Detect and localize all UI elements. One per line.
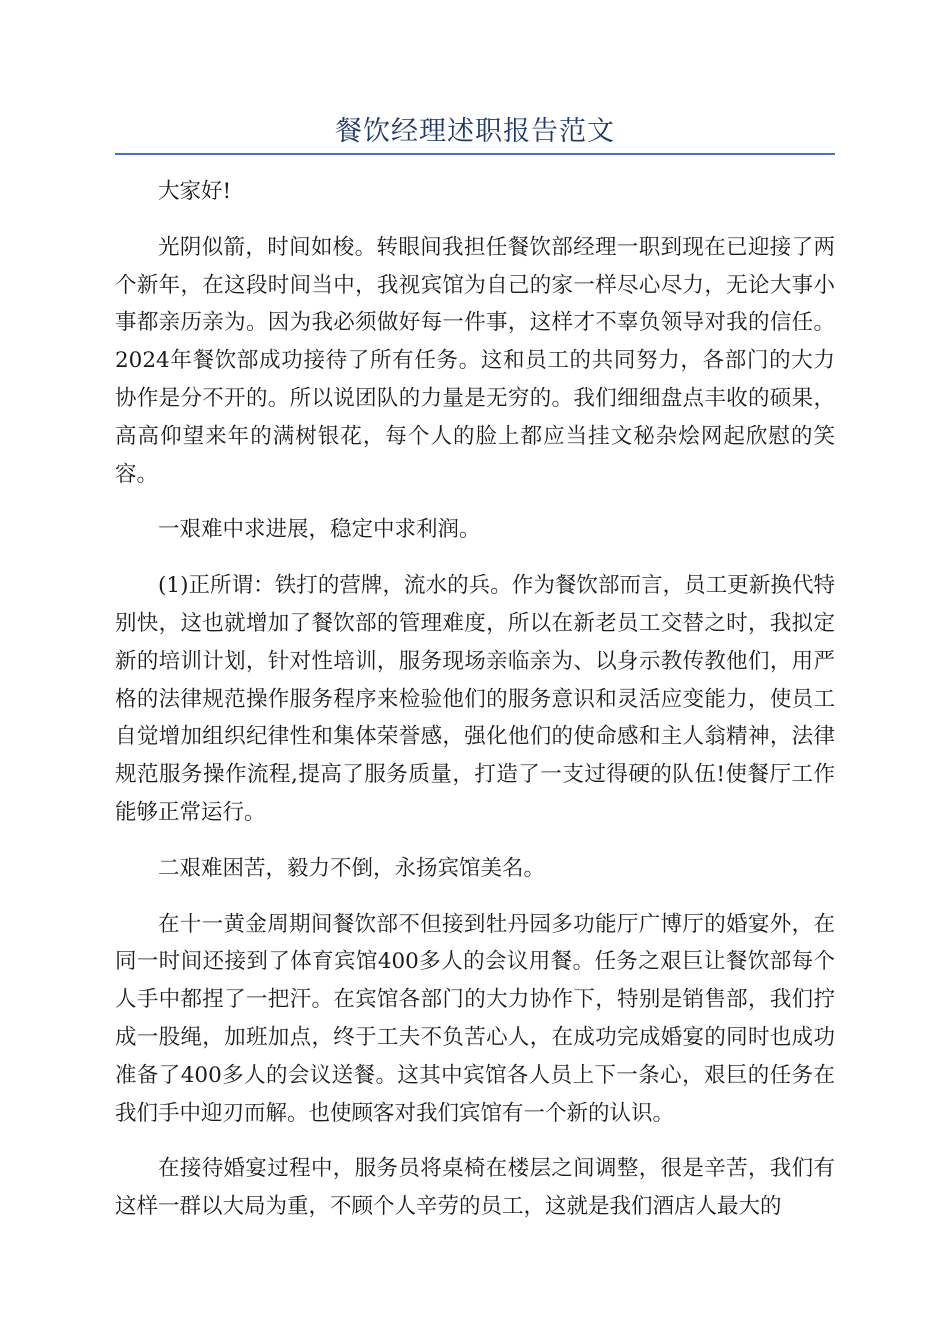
title-underline [115,153,835,155]
section-heading-2: 二艰难困苦，毅力不倒，永扬宾馆美名。 [158,855,546,881]
document-body [115,173,835,1244]
section-2-paragraph: 在十一黄金周期间餐饮部不但接到牡丹园多功能厅广博厅的婚宴外，在同一时间还接到了体育宾馆400多人的会议用餐。任务之艰巨让餐饮部每个人手中都捏了一把汗。在宾馆各部门的大力协作下，特别是销售部，我们拧成一股绳，加班加点，终于工夫不负苦心人，在成功完成婚宴的同时也成功准备了400多人的会议送餐。这其中宾馆各人员上下一条心，艰巨的任务在我们手中迎刃而解。也使顾客对我们宾馆有一个新的认识。 [115,911,835,1126]
section-2-paragraph-continued: 在接待婚宴过程中，服务员将桌椅在楼层之间调整，很是辛苦，我们有这样一群以大局为重，不顾个人辛劳的员工，这就是我们酒店人最大的 [115,1156,835,1220]
greeting-paragraph: 大家好! [158,179,232,204]
intro-paragraph: 光阴似箭，时间如梭。转眼间我担任餐饮部经理一职到现在已迎接了两个新年，在这段时间当中，我视宾馆为自己的家一样尽心尽力，无论大事小事都亲历亲为。因为我必须做好每一件事，这样才不辜负领导对我的信任。2024年餐饮部成功接待了所有任务。这和员工的共同努力，各部门的大力协作是分不开的。所以说团队的力量是无穷的。我们细细盘点丰收的硕果，高高仰望来年的满树银花，每个人的脸上都应当挂文秘杂烩网起欣慰的笑容。 [115,234,835,487]
section-heading-1: 一艰难中求进展，稳定中求利润。 [158,517,481,543]
document-title: 餐饮经理述职报告范文 [335,116,615,147]
section-1-paragraph: (1)正所谓：铁打的营牌，流水的兵。作为餐饮部而言，员工更新换代特别快，这也就增加了餐饮部的管理难度，所以在新老员工交替之时，我拟定新的培训计划，针对性培训，服务现场亲临亲为、以身示教传教他们，用严格的法律规范操作服务程序来检验他们的服务意识和灵活应变能力，使员工自觉增加组织纪律性和集体荣誉感，强化他们的使命感和主人翁精神，法律规范服务操作流程,提高了服务质量，打造了一支过得硬的队伍!使餐厅工作能够正常运行。 [115,573,835,825]
